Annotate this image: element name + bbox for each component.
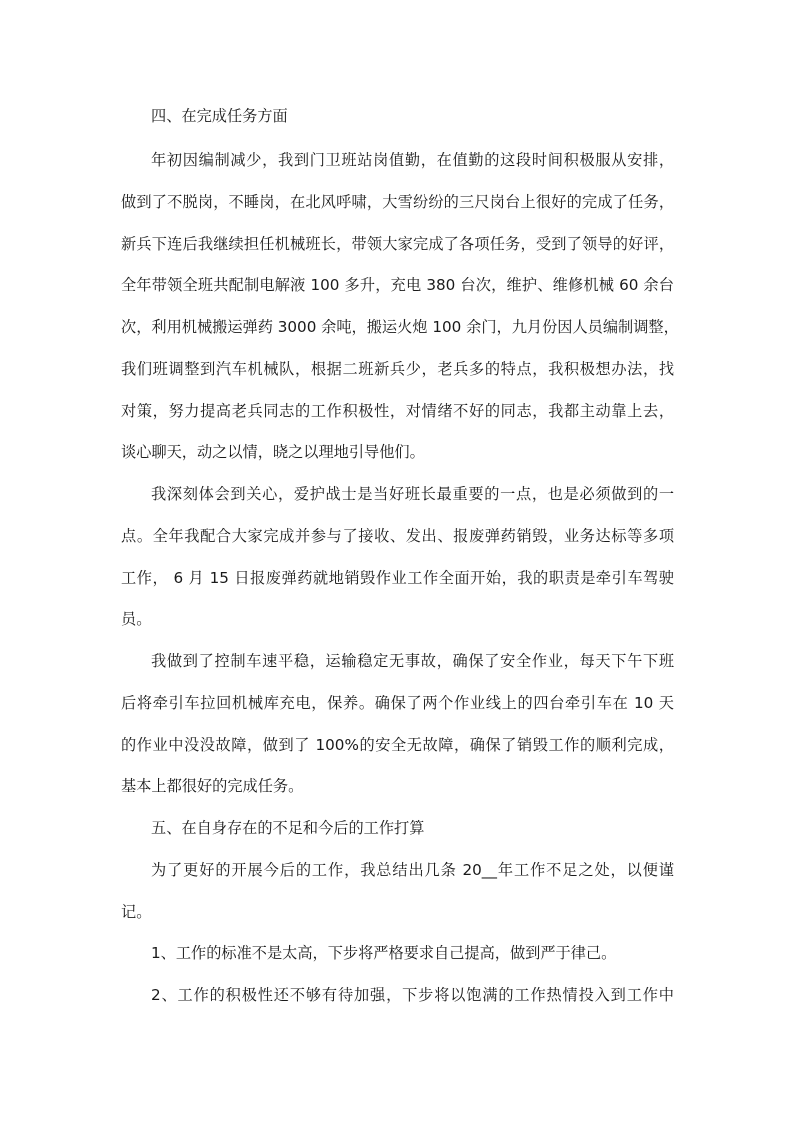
paragraph-line: 次，利用机械搬运弹药 3000 余吨，搬运火炮 100 余门，九月份因人员编制调整，	[121, 318, 679, 336]
paragraph-line: 记。	[121, 903, 152, 921]
paragraph-line: 为了更好的开展今后的工作，我总结出几条 20__年工作不足之处，以便谨	[151, 861, 674, 879]
list-item-1: 1、工作的标准不是太高，下步将严格要求自己提高，做到严于律己。	[151, 944, 617, 962]
paragraph-line: 我深刻体会到关心，爱护战士是当好班长最重要的一点，也是必须做到的一	[151, 485, 674, 503]
paragraph-line: 员。	[121, 610, 152, 628]
paragraph-line: 做到了不脱岗，不睡岗，在北风呼啸，大雪纷纷的三尺岗台上很好的完成了任务，	[121, 193, 674, 211]
paragraph-line: 基本上都很好的完成任务。	[121, 777, 304, 795]
paragraph-line: 年初因编制减少，我到门卫班站岗值勤，在值勤的这段时间积极服从安排，	[151, 151, 674, 169]
paragraph-line: 后将牵引车拉回机械库充电，保养。确保了两个作业线上的四台牵引车在 10 天	[121, 694, 674, 712]
section-heading-4: 四、在完成任务方面	[151, 107, 288, 125]
paragraph-line: 的作业中没没故障，做到了 100%的安全无故障，确保了销毁工作的顺利完成，	[121, 736, 674, 754]
paragraph-line: 我做到了控制车速平稳，运输稳定无事故，确保了安全作业，每天下午下班	[151, 652, 674, 670]
list-item-2: 2、工作的积极性还不够有待加强，下步将以饱满的工作热情投入到工作中	[151, 986, 674, 1004]
paragraph-line: 我们班调整到汽车机械队，根据二班新兵少，老兵多的特点，我积极想办法，找	[121, 360, 674, 378]
paragraph-line: 工作， 6 月 15 日报废弹药就地销毁作业工作全面开始，我的职责是牵引车驾驶	[121, 569, 674, 587]
paragraph-line: 谈心聊天，动之以情，晓之以理地引导他们。	[121, 443, 425, 461]
paragraph-line: 全年带领全班共配制电解液 100 多升，充电 380 台次，维护、维修机械 60 余台	[121, 276, 674, 294]
section-heading-5: 五、在自身存在的不足和今后的工作打算	[151, 819, 425, 837]
paragraph-line: 点。全年我配合大家完成并参与了接收、发出、报废弹药销毁，业务达标等多项	[121, 527, 674, 545]
paragraph-line: 新兵下连后我继续担任机械班长，带领大家完成了各项任务，受到了领导的好评，	[121, 235, 674, 253]
paragraph-line: 对策，努力提高老兵同志的工作积极性，对情绪不好的同志，我都主动靠上去，	[121, 402, 674, 420]
